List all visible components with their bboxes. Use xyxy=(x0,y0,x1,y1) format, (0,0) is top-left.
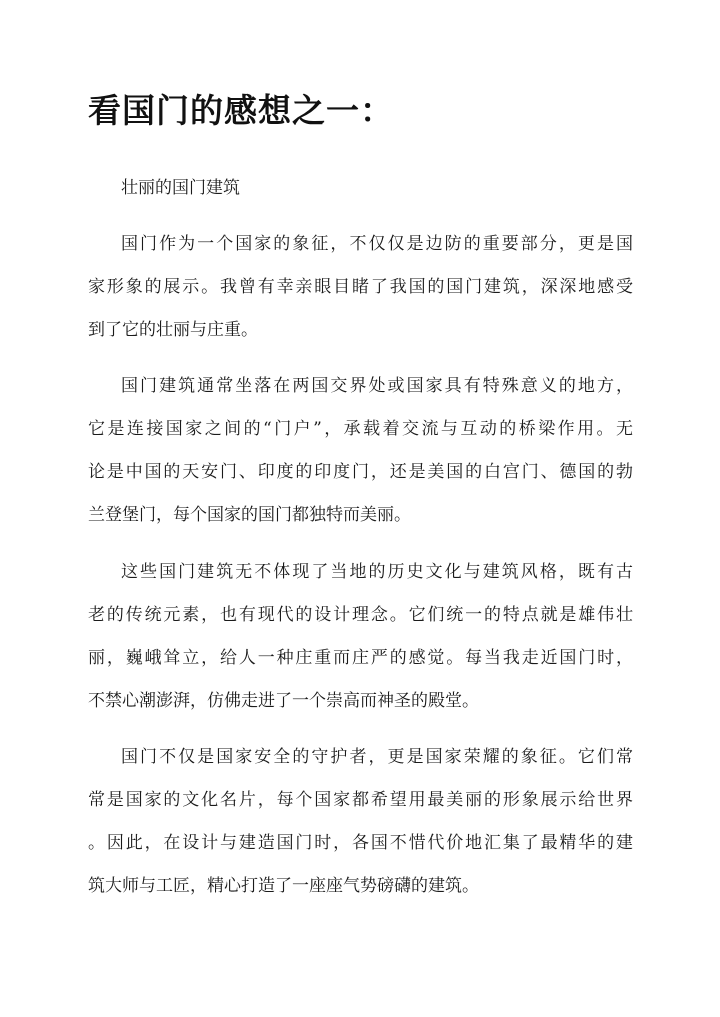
paragraph-1-line-1: 国门作为一个国家的象征，不仅仅是边防的重要部分，更是国 xyxy=(121,234,633,254)
paragraph-2-line-4: 兰登堡门，每个国家的国门都独特而美丽。 xyxy=(88,505,411,525)
paragraph-2-line-1: 国门建筑通常坐落在两国交界处或国家具有特殊意义的地方， xyxy=(121,376,633,396)
paragraph-1-line-3: 到了它的壮丽与庄重。 xyxy=(88,320,258,340)
paragraph-2-line-2: 它是连接国家之间的“门户”，承载着交流与互动的桥梁作用。无 xyxy=(88,419,633,439)
paragraph-3-line-4: 不禁心潮澎湃，仿佛走进了一个崇高而神圣的殿堂。 xyxy=(88,691,479,711)
paragraph-1-line-2: 家形象的展示。我曾有幸亲眼目睹了我国的国门建筑，深深地感受 xyxy=(88,277,633,297)
paragraph-2-line-3: 论是中国的天安门、印度的印度门，还是美国的白宫门、德国的勃 xyxy=(88,462,633,482)
paragraph-3-line-1: 这些国门建筑无不体现了当地的历史文化与建筑风格，既有古 xyxy=(121,562,633,582)
paragraph-4-line-1: 国门不仅是国家安全的守护者，更是国家荣耀的象征。它们常 xyxy=(121,747,633,767)
paragraph-4-line-4: 筑大师与工匠，精心打造了一座座气势磅礴的建筑。 xyxy=(88,876,479,896)
section-subtitle: 壮丽的国门建筑 xyxy=(121,178,240,198)
paragraph-3-line-3: 丽，巍峨耸立，给人一种庄重而庄严的感觉。每当我走近国门时， xyxy=(88,648,633,668)
document-title: 看国门的感想之一： xyxy=(88,91,394,130)
paragraph-3-line-2: 老的传统元素，也有现代的设计理念。它们统一的特点就是雄伟壮 xyxy=(88,605,633,625)
paragraph-4-line-2: 常是国家的文化名片，每个国家都希望用最美丽的形象展示给世界 xyxy=(88,790,633,810)
paragraph-4-line-3: 。因此，在设计与建造国门时，各国不惜代价地汇集了最精华的建 xyxy=(88,833,633,853)
